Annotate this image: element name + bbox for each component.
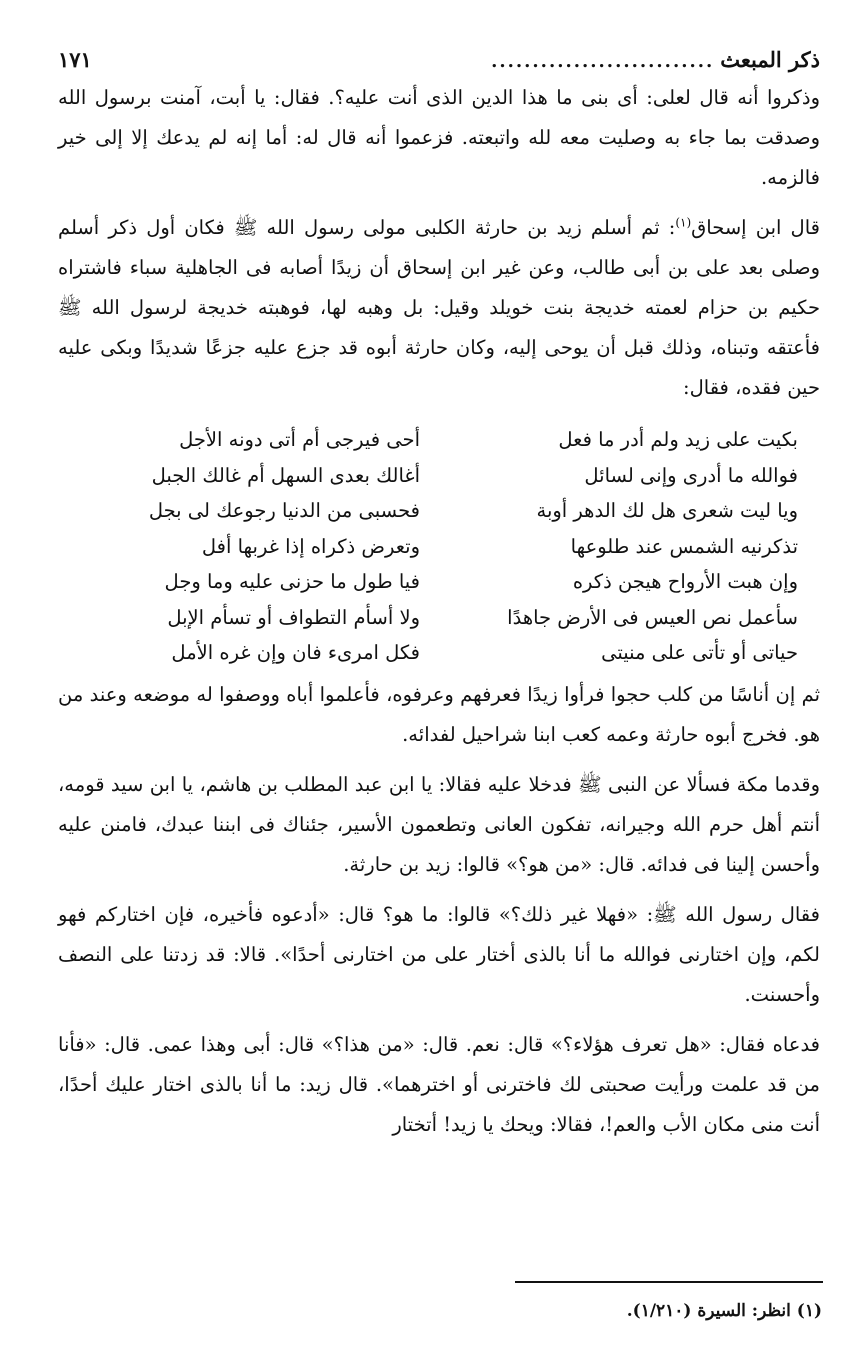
paragraph-4: وقدما مكة فسألا عن النبى ﷺ فدخلا عليه فقالا: يا ابن عبد المطلب بن هاشم، يا ابن سيد قومه، أنتم أهل حرم الله وجيرانه، تفكون العانى وتطعمون الأسير، جئناك فى ابننا عبدك، فامنن عليه وأحسن إلينا فى فدائه. قال: «من هو؟» قالوا: زيد بن حارثة. (58, 772, 821, 876)
verse-second-hemistich: أحى فيرجى أم أتى دونه الأجل (179, 428, 420, 451)
verse-first-hemistich: بكيت على زيد ولم أدر ما فعل (558, 428, 798, 451)
poem-verse (58, 564, 820, 600)
verse-first-hemistich: تذكرنيه الشمس عند طلوعها (570, 534, 798, 558)
verse-second-hemistich: وتعرض ذكراه إذا غربها أفل (201, 534, 420, 558)
paragraph-2-lead: قال ابن إسحاق (691, 216, 820, 239)
verse-second-hemistich: ولا أسأم التطواف أو تسأم الإبل (167, 605, 420, 629)
footnote: (١) انظر: السيرة (١/٢١٠). (626, 1301, 822, 1321)
paragraph-2 (58, 208, 820, 408)
book-page (58, 42, 820, 1145)
footnote-separator (515, 1281, 823, 1283)
verse-first-hemistich: سأعمل نص العيس فى الأرض جاهدًا (507, 605, 798, 629)
verse-first-hemistich: حياتى أو تأتى على منيتى (601, 641, 798, 664)
poem-verse (58, 458, 820, 494)
verse-first-hemistich: ويا ليت شعرى هل لك الدهر أوبة (536, 499, 798, 522)
header-leader-dots: ........................... (491, 51, 715, 72)
verse-second-hemistich: فيا طول ما حزنى عليه وما وجل (164, 570, 420, 593)
footnote-reference[interactable]: (١) (675, 215, 692, 230)
verse-first-hemistich: فوالله ما أدرى وإنى لسائل (584, 463, 798, 487)
paragraph-1: وذكروا أنه قال لعلى: أى بنى ما هذا الدين الذى أنت عليه؟. فقال: يا أبت، آمنت برسول الله وصدقت بما جاء به وصليت معه لله واتبعته. فزعموا أنه قال له: أما إنه لم يدعك إلا إلى خير فالزمه. (58, 86, 820, 189)
poem (58, 422, 820, 671)
chapter-title: ذكر المبعث (720, 47, 820, 72)
verse-second-hemistich: فحسبى من الدنيا رجوعك لى بجل (148, 499, 420, 522)
verse-second-hemistich: أغالك بعدى السهل أم غالك الجبل (151, 463, 420, 487)
poem-verse (58, 635, 820, 671)
running-header (58, 42, 820, 78)
paragraph-3: ثم إن أناسًا من كلب حجوا فرأوا زيدًا فعرفهم وعرفوه، فأعلموا أباه ووصفوا له موضعه وعند من هو. فخرج أبوه حارثة وعمه كعب ابنا شراحيل لفدائه. (58, 682, 820, 746)
page-number: ١٧١ (58, 47, 92, 72)
verse-second-hemistich: فكل امرىء فان وإن غره الأمل (171, 641, 420, 664)
poem-verse (58, 600, 820, 636)
paragraph-6: فدعاه فقال: «هل تعرف هؤلاء؟» قال: نعم. قال: «من هذا؟» قال: أبى وهذا عمى. قال: «فأنا من قد علمت ورأيت صحبتى لك فاخترنى أو اخترهما». قال زيد: ما أنا بالذى اختار عليك أحدًا، أنت منى مكان الأب والعم!، فقالا: ويحك يا زيد! أتختار (58, 1032, 820, 1136)
poem-verse (58, 493, 820, 529)
poem-verse (58, 529, 820, 565)
poem-verse (58, 422, 820, 458)
paragraph-5: فقال رسول الله ﷺ: «فهلا غير ذلك؟» قالوا: ما هو؟ قال: «أدعوه فأخيره، فإن اختاركم فهو لكم، وإن اختارنى فوالله ما أنا بالذى أختار على من اختارنى أحدًا». قالا: قد زدتنا على النصف وأحسنت. (58, 902, 820, 1006)
paragraph-2-body: : ثم أسلم زيد بن حارثة الكلبى مولى رسول الله ﷺ فكان أول ذكر أسلم وصلى بعد على بن أبى طالب، وعن غير ابن إسحاق أن زيدًا أصابه فى الجاهلية سباء فاشتراه حكيم بن حزام لعمته خديجة بنت خويلد وقيل: بل وهبه لها، فوهبته خديجة لرسول الله ﷺ فأعتقه وتبناه، وذلك قبل أن يوحى إليه، وكان حارثة أبوه قد جزع عليه جزعًا شديدًا وبكى عليه حين فقده، فقال: (58, 216, 820, 399)
verse-first-hemistich: وإن هبت الأرواح هيجن ذكره (572, 570, 798, 593)
